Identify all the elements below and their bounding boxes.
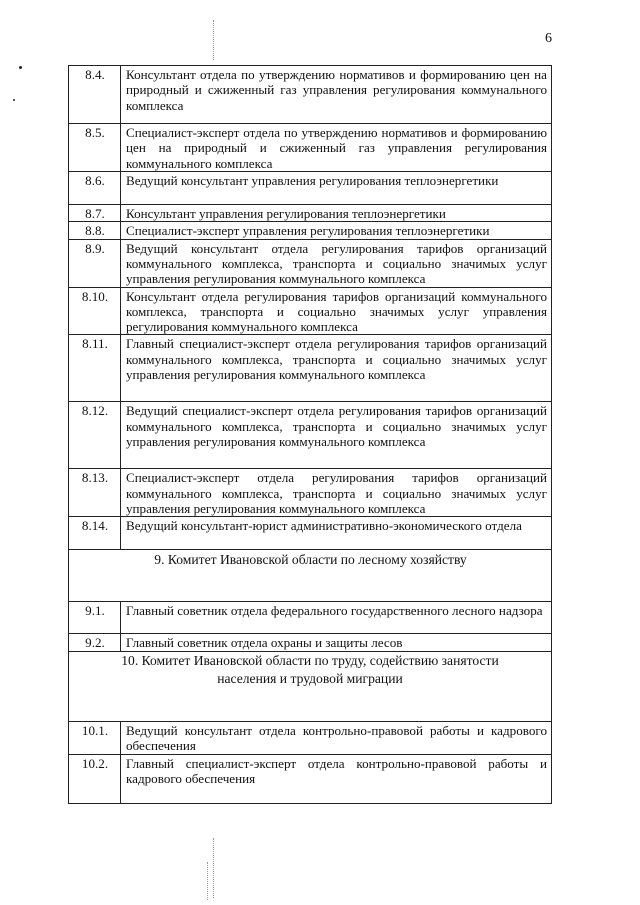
item-number: 8.5. xyxy=(69,124,121,172)
table-row xyxy=(69,287,552,335)
table-row xyxy=(69,721,552,754)
item-number: 8.8. xyxy=(69,222,121,239)
section-heading: 10. Комитет Ивановской области по труду, содействию занятости населения и трудовой миграции xyxy=(69,651,552,721)
item-number: 10.2. xyxy=(69,754,121,803)
fold-line xyxy=(207,862,208,900)
table-row xyxy=(69,124,552,172)
fold-line xyxy=(213,838,214,898)
item-number: 8.4. xyxy=(69,66,121,124)
table-row xyxy=(69,469,552,517)
item-number: 8.6. xyxy=(69,172,121,205)
position-title: Консультант отдела по утверждению нормативов и формированию цен на природный и сжиженный газ управления регулирования коммунального комплекса xyxy=(121,66,552,124)
positions-table xyxy=(68,65,552,804)
position-title: Ведущий консультант управления регулирования теплоэнергетики xyxy=(121,172,552,205)
item-number: 8.10. xyxy=(69,287,121,335)
table-row xyxy=(69,335,552,402)
position-title: Главный специалист-эксперт отдела регулирования тарифов организаций коммунального комплекса, транспорта и социально значимых услуг управления регулирования коммунального комплекса xyxy=(121,335,552,402)
fold-line xyxy=(213,20,214,60)
position-title: Ведущий консультант-юрист административно-экономического отдела xyxy=(121,517,552,550)
table-row xyxy=(69,172,552,205)
position-title: Консультант управления регулирования теплоэнергетики xyxy=(121,205,552,222)
position-title: Ведущий консультант отдела контрольно-правовой работы и кадрового обеспечения xyxy=(121,721,552,754)
position-title: Главный специалист-эксперт отдела контрольно-правовой работы и кадрового обеспечения xyxy=(121,754,552,803)
table-row xyxy=(69,239,552,287)
section-heading-row xyxy=(69,651,552,721)
table-row xyxy=(69,402,552,469)
table-row xyxy=(69,66,552,124)
page-number: 6 xyxy=(545,31,552,46)
item-number: 8.7. xyxy=(69,205,121,222)
item-number: 8.9. xyxy=(69,239,121,287)
table-row xyxy=(69,517,552,550)
position-title: Ведущий консультант отдела регулирования тарифов организаций коммунального комплекса, транспорта и социально значимых услуг управления регулирования коммунального комплекса xyxy=(121,239,552,287)
table-row xyxy=(69,754,552,803)
scan-speck xyxy=(13,99,15,101)
section-heading: 9. Комитет Ивановской области по лесному хозяйству xyxy=(69,550,552,602)
item-number: 9.1. xyxy=(69,602,121,634)
item-number: 10.1. xyxy=(69,721,121,754)
position-title: Специалист-эксперт отдела регулирования тарифов организаций коммунального комплекса, транспорта и социально значимых услуг управления регулирования коммунального комплекса xyxy=(121,469,552,517)
table-row xyxy=(69,634,552,651)
item-number: 8.13. xyxy=(69,469,121,517)
table-row xyxy=(69,205,552,222)
item-number: 8.12. xyxy=(69,402,121,469)
position-title: Специалист-эксперт управления регулирования теплоэнергетики xyxy=(121,222,552,239)
position-title: Главный советник отдела федерального государственного лесного надзора xyxy=(121,602,552,634)
scan-speck xyxy=(19,66,22,69)
position-title: Консультант отдела регулирования тарифов организаций коммунального комплекса, транспорта и социально значимых услуг управления регулирования коммунального комплекса xyxy=(121,287,552,335)
position-title: Ведущий специалист-эксперт отдела регулирования тарифов организаций коммунального комплекса, транспорта и социально значимых услуг управления регулирования коммунального комплекса xyxy=(121,402,552,469)
item-number: 8.11. xyxy=(69,335,121,402)
table-row xyxy=(69,222,552,239)
item-number: 8.14. xyxy=(69,517,121,550)
position-title: Главный советник отдела охраны и защиты лесов xyxy=(121,634,552,651)
position-title: Специалист-эксперт отдела по утверждению нормативов и формированию цен на природный и сжиженный газ управления регулирования коммунального комплекса xyxy=(121,124,552,172)
section-heading-row xyxy=(69,550,552,602)
table-row xyxy=(69,602,552,634)
item-number: 9.2. xyxy=(69,634,121,651)
